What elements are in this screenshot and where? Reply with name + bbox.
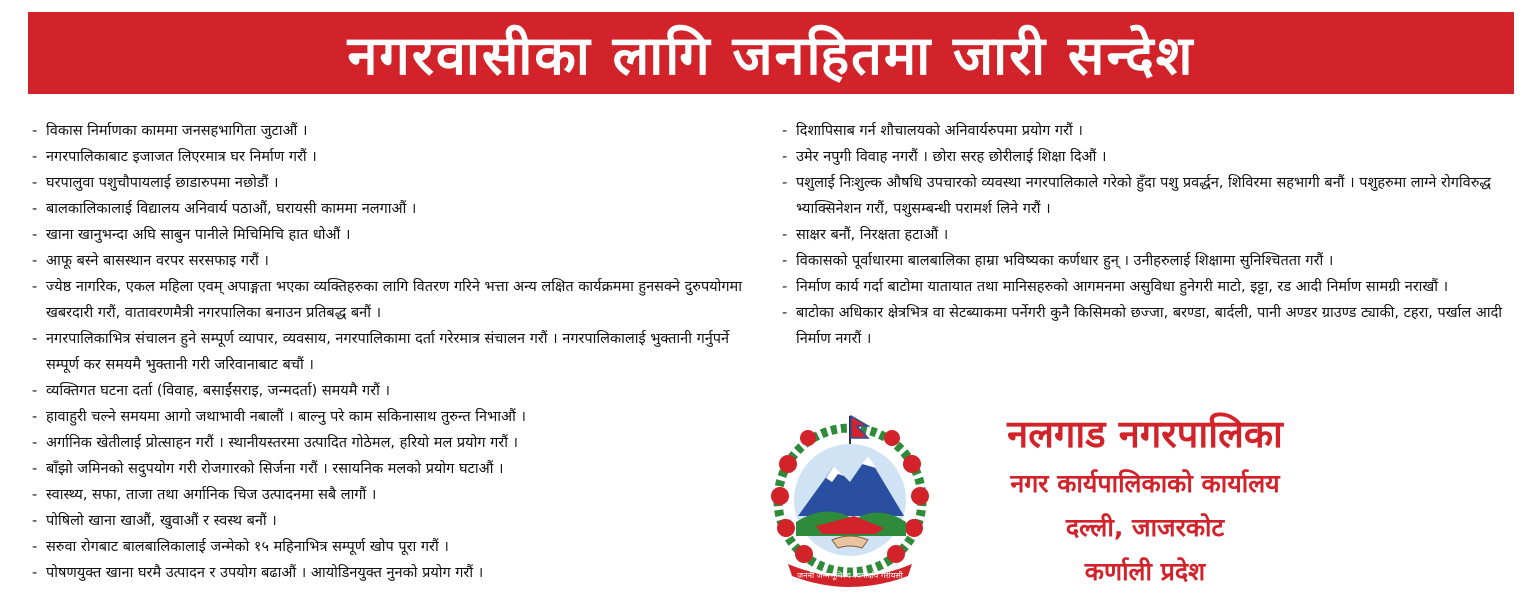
office-line-2: दल्ली, जाजरकोट [1065,513,1225,542]
list-item: - उमेर नपुगी विवाह नगरौं । छोरा सरह छोरीलाई शिक्षा दिऔं । [782,144,1510,170]
list-item: - पशुलाई निःशुल्क औषधि उपचारको व्यवस्था नगरपालिकाले गरेको हुँदा पशु प्रवर्द्धन, शिविरमा सहभागी बनौं । पशुहरुमा लाग्ने रोगविरुद्ध भ्याक्सिनेशन गरौं, पशुसम्बन्धी परामर्श लिने गरौं । [782,170,1510,222]
list-item: - बाँझो जमिनको सदुपयोग गरी रोजगारको सिर्जना गरौं । रसायनिक मलको प्रयोग घटाऔं । [32,456,762,482]
header-banner [28,12,1514,94]
list-item: - पोषणयुक्त खाना घरमै उत्पादन र उपयोग बढाऔं । आयोडिनयुक्त नुनको प्रयोग गरौं । [32,560,762,586]
list-item: - स्वास्थ्य, सफा, ताजा तथा अर्गानिक चिज उत्पादनमा सबै लागौं । [32,482,762,508]
list-item: - दिशापिसाब गर्न शौचालयको अनिवार्यरुपमा प्रयोग गरौं । [782,118,1510,144]
list-item: - पोषिलो खाना खाऔं, खुवाऔं र स्वस्थ बनौं । [32,508,762,534]
municipality-name: नलगाड नगरपालिका [1007,412,1283,456]
list-item: - सरुवा रोगबाट बालबालिकालाई जन्मेको १५ महिनाभित्र सम्पूर्ण खोप पूरा गरौं । [32,534,762,560]
list-item: - नगरपालिकाबाट इजाजत लिएरमात्र घर निर्माण गरौं । [32,144,762,170]
emblem-motto: जननी जन्मभूमिश्च स्वर्गादपि गरीयसी [797,571,903,580]
list-item: - निर्माण कार्य गर्दा बाटोमा यातायात तथा मानिसहरुको आगमनमा असुविधा हुनेगरी माटो, इट्टा, रड आदी निर्माण सामग्री नराखौं । [782,274,1510,300]
list-item: - व्यक्तिगत घटना दर्ता (विवाह, बसाईंसराइ, जन्मदर्ता) समयमै गरौं । [32,378,762,404]
list-item: - विकास निर्माणका काममा जनसहभागिता जुटाऔं । [32,118,762,144]
nepal-emblem-icon [758,404,942,588]
list-item: - बाटोका अधिकार क्षेत्रभित्र वा सेटब्याकमा पर्नेगरी कुनै किसिमको छज्जा, बरण्डा, बार्दली, पानी अण्डर ग्राउण्ड ट्याकी, टहरा, पर्खाल आदी निर्माण नगरौं । [782,300,1510,352]
message-list-left [32,118,762,586]
office-block [930,406,1360,594]
office-line-3: कर्णाली प्रदेश [1084,557,1206,586]
list-item: - घरपालुवा पशुचौपायलाई छाडारुपमा नछोडौं । [32,170,762,196]
list-item: - नगरपालिकाभित्र संचालन हुने सम्पूर्ण व्यापार, व्यवसाय, नगरपालिकामा दर्ता गरेरमात्र संचालन गरौं । नगरपालिकालाई भुक्तानी गर्नुपर्ने सम्पूर्ण कर समयमै भुक्तानी गरी जरिवानाबाट बचौं । [32,326,762,378]
list-item: - बालकालिकालाई विद्यालय अनिवार्य पठाऔं, घरायसी काममा नलगाऔं । [32,196,762,222]
list-item: - हावाहुरी चल्ने समयमा आगो जथाभावी नबालौं । बाल्नु परे काम सकिनासाथ तुरुन्त निभाऔं । [32,404,762,430]
list-item: - आफू बस्ने बासस्थान वरपर सरसफाइ गरौं । [32,248,762,274]
list-item: - अर्गानिक खेतीलाई प्रोत्साहन गरौं । स्थानीयस्तरमा उत्पादित गोठेमल, हरियो मल प्रयोग गरौं । [32,430,762,456]
list-item: - विकासको पूर्वाधारमा बालबालिका हाम्रा भविष्यका कर्णधार हुन् । उनीहरुलाई शिक्षामा सुनिश्चितता गरौं । [782,248,1510,274]
list-item: - साक्षर बनौं, निरक्षता हटाऔं । [782,222,1510,248]
office-line-1: नगर कार्यपालिकाको कार्यालय [1010,469,1280,498]
list-item: - ज्येष्ठ नागरिक, एकल महिला एवम् अपाङ्गता भएका व्यक्तिहरुका लागि वितरण गरिने भत्ता अन्य लक्षित कार्यक्रममा हुनसक्ने दुरुपयोगमा खबरदारी गरौं, वातावरणमैत्री नगरपालिका बनाउन प्रतिबद्ध बनौं । [32,274,762,326]
banner-title: नगरवासीका लागि जनहितमा जारी सन्देश [347,24,1195,87]
list-item: - खाना खानुभन्दा अघि साबुन पानीले मिचिमिचि हात धोऔं । [32,222,762,248]
message-list-right [782,118,1510,352]
